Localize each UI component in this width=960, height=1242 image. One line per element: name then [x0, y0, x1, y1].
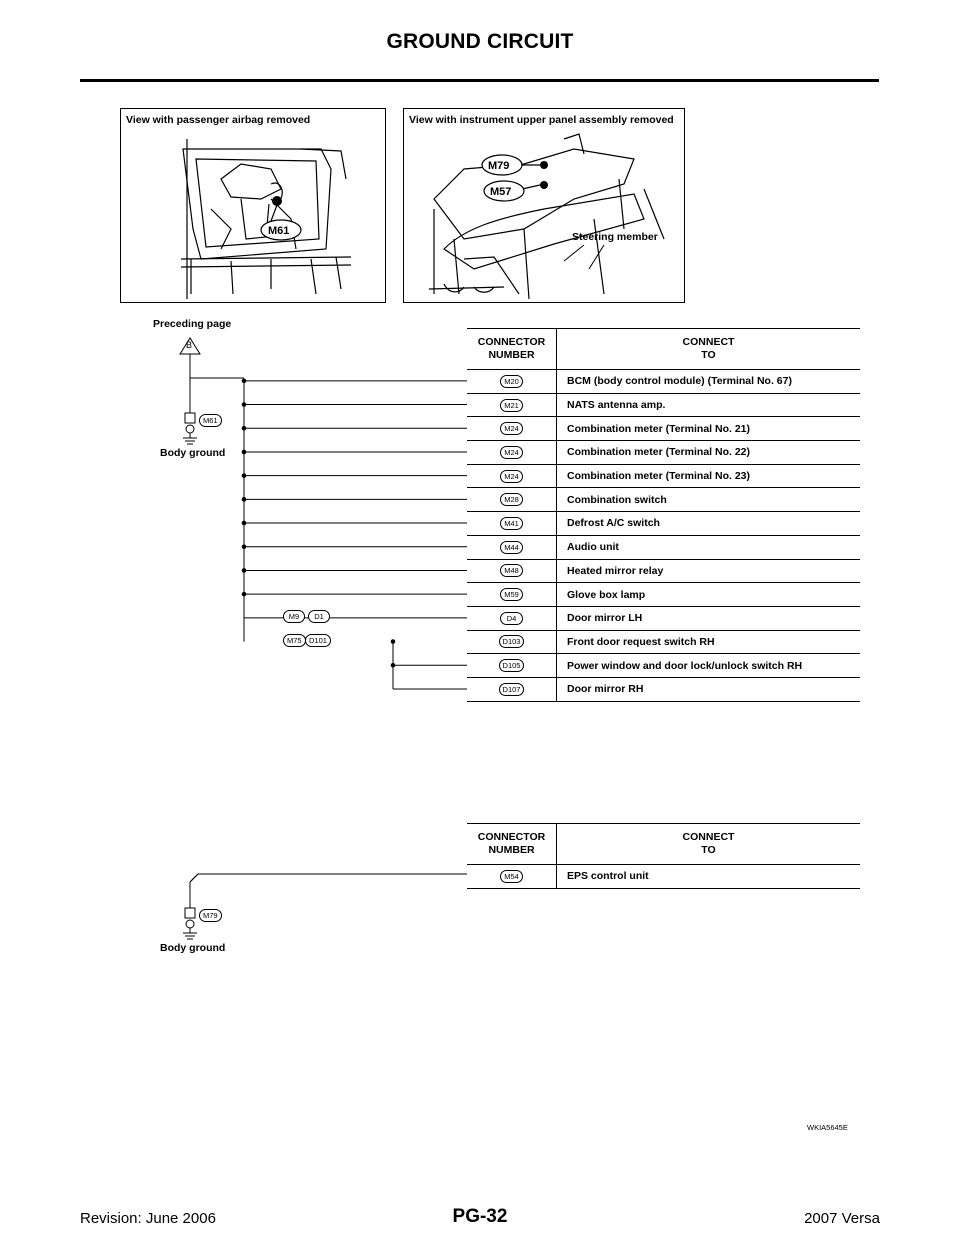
table-row	[467, 654, 860, 678]
connector-id: M41	[500, 517, 523, 530]
callout-steering-member: Steering member	[572, 231, 658, 243]
connector-id: M54	[500, 870, 523, 883]
splice-dot	[242, 592, 247, 597]
connector-letter-b: B	[186, 340, 193, 350]
footer-revision: Revision: June 2006	[80, 1210, 216, 1227]
ground-connector-m61: M61	[199, 414, 222, 427]
table-row	[467, 370, 860, 394]
body-ground-label-1: Body ground	[160, 447, 226, 459]
connector-id: M24	[500, 422, 523, 435]
splice-dot	[242, 497, 247, 502]
connect-to-text: Defrost A/C switch	[557, 512, 861, 536]
connect-to-text: BCM (body control module) (Terminal No. 67)	[557, 370, 861, 394]
connect-to-text: Combination meter (Terminal No. 23)	[557, 464, 861, 488]
connect-to-text: Front door request switch RH	[557, 630, 861, 654]
table-row	[467, 865, 860, 889]
figure-code: WKIA5645E	[807, 1123, 848, 1132]
table-row	[467, 464, 860, 488]
connector-id: M28	[500, 493, 523, 506]
connect-to-text: Audio unit	[557, 535, 861, 559]
connect-to-text: Heated mirror relay	[557, 559, 861, 583]
connector-id: M21	[500, 399, 523, 412]
connector-id: M24	[500, 446, 523, 459]
ground-symbol-1	[180, 338, 206, 444]
connect-to-text: EPS control unit	[557, 865, 861, 889]
splice-dot	[391, 639, 396, 644]
label-m61-photo: M61	[268, 225, 290, 237]
table-row	[467, 677, 860, 701]
connector-id: M44	[500, 541, 523, 554]
photo-caption-right: View with instrument upper panel assembly removed	[409, 114, 674, 126]
connector-table-1	[467, 328, 860, 702]
table-row	[467, 583, 860, 607]
splice-dot	[391, 663, 396, 668]
splice-dot	[242, 379, 247, 384]
connector-id: M48	[500, 564, 523, 577]
inline-connector-d101: D101	[305, 634, 331, 647]
connector-table-2	[467, 823, 860, 889]
header-connect-to-2: CONNECT TO	[557, 824, 861, 865]
connector-id: M59	[500, 588, 523, 601]
header-connector-number-2: CONNECTOR NUMBER	[467, 824, 557, 865]
connect-to-text: Combination meter (Terminal No. 22)	[557, 441, 861, 465]
splice-dot	[242, 426, 247, 431]
photo-caption-left: View with passenger airbag removed	[126, 114, 311, 126]
connector-id: D4	[500, 612, 523, 625]
connector-id: M20	[500, 375, 523, 388]
splice-dot	[242, 568, 247, 573]
connector-id: D103	[499, 635, 525, 648]
connect-to-text: Glove box lamp	[557, 583, 861, 607]
inline-connector-d1: D1	[308, 610, 330, 623]
footer-model: 2007 Versa	[804, 1210, 880, 1227]
splice-dot	[242, 450, 247, 455]
ground-symbol-2	[183, 874, 198, 939]
ground-connector-m79: M79	[199, 909, 222, 922]
connector-id: D107	[499, 683, 525, 696]
header-connect-to: CONNECT TO	[557, 329, 861, 370]
connect-to-text: NATS antenna amp.	[557, 393, 861, 417]
connector-id: M24	[500, 470, 523, 483]
connect-to-text: Door mirror RH	[557, 677, 861, 701]
splice-dot	[242, 544, 247, 549]
connect-to-text: Door mirror LH	[557, 606, 861, 630]
connect-to-text: Combination switch	[557, 488, 861, 512]
table-row	[467, 630, 860, 654]
table-row	[467, 535, 860, 559]
label-m79-photo: M79	[488, 160, 510, 172]
connector-id: D105	[499, 659, 525, 672]
splice-dot	[242, 402, 247, 407]
table-row	[467, 417, 860, 441]
footer-page-number: PG-32	[452, 1206, 508, 1227]
table-row	[467, 606, 860, 630]
body-ground-label-2: Body ground	[160, 942, 226, 954]
preceding-page-label: Preceding page	[153, 318, 232, 330]
connect-to-text: Combination meter (Terminal No. 21)	[557, 417, 861, 441]
table-row	[467, 441, 860, 465]
connect-to-text: Power window and door lock/unlock switch RH	[557, 654, 861, 678]
page-title: GROUND CIRCUIT	[386, 30, 574, 53]
inline-connector-m75: M75	[283, 634, 306, 647]
header-connector-number: CONNECTOR NUMBER	[467, 329, 557, 370]
splice-dot	[242, 473, 247, 478]
table-row	[467, 393, 860, 417]
table-row	[467, 488, 860, 512]
inline-connector-m9: M9	[283, 610, 305, 623]
table-row	[467, 559, 860, 583]
label-m57-photo: M57	[490, 186, 512, 198]
table-row	[467, 512, 860, 536]
splice-dot	[242, 521, 247, 526]
